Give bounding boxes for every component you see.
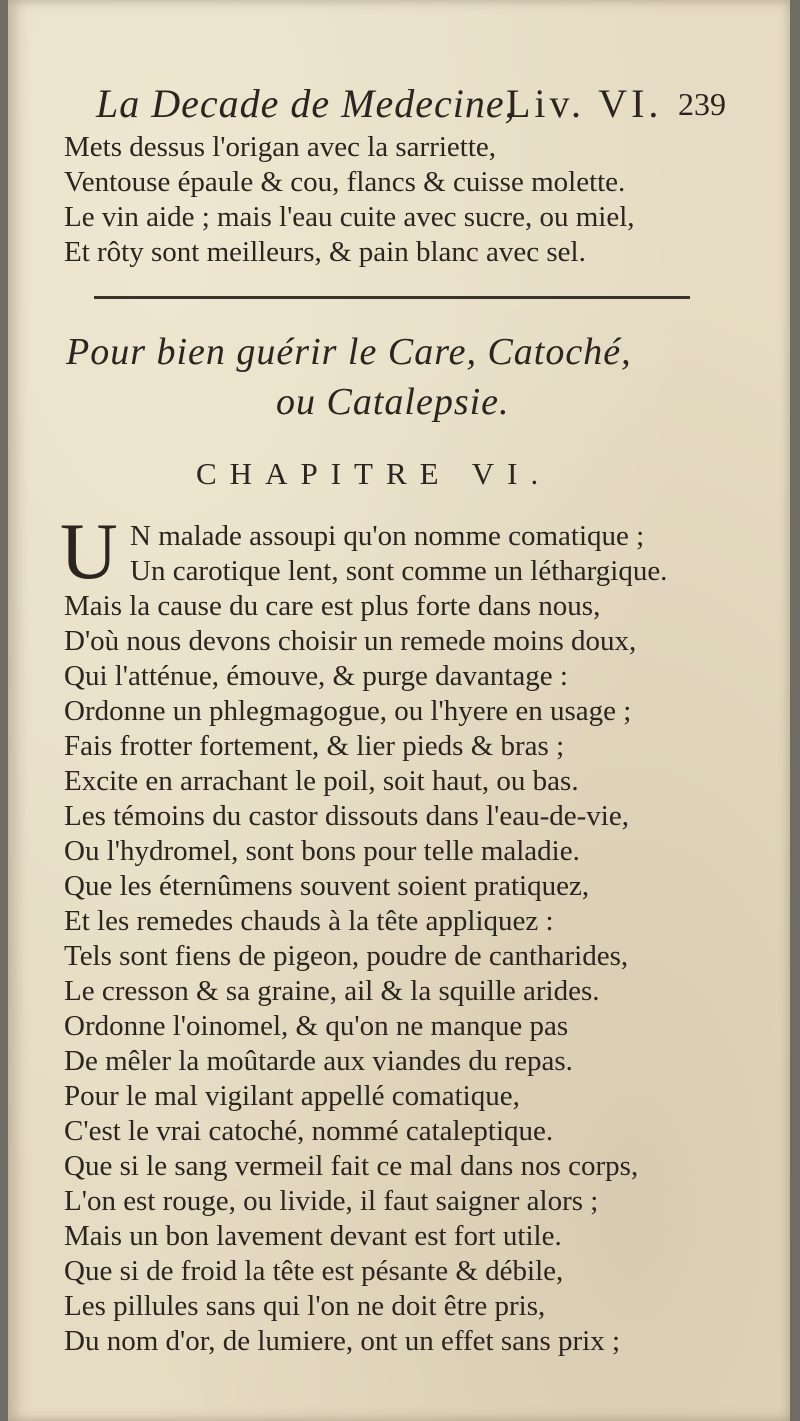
- section-heading-line1: Pour bien guérir le Care, Catoché,: [66, 331, 632, 373]
- section-heading-line2: ou Catalepsie.: [276, 381, 510, 423]
- verse-line: L'on est rouge, ou livide, il faut saigner alors ;: [64, 1185, 599, 1217]
- page-number: 239: [678, 86, 726, 122]
- verse-line: Ou l'hydromel, sont bons pour telle maladie.: [64, 835, 580, 867]
- running-head-title: La Decade de Medecine,: [96, 81, 516, 126]
- drop-cap: U: [60, 508, 118, 596]
- verse-line: D'où nous devons choisir un remede moins doux,: [64, 625, 637, 657]
- verse-line: Tels sont fiens de pigeon, poudre de cantharides,: [64, 940, 629, 972]
- verse-line: Les pillules sans qui l'on ne doit être pris,: [64, 1290, 546, 1322]
- verse-line: Le vin aide ; mais l'eau cuite avec sucre, ou miel,: [64, 201, 635, 233]
- verse-line: Que si de froid la tête est pésante & débile,: [64, 1255, 564, 1287]
- verse-line: Un carotique lent, sont comme un léthargique.: [130, 555, 668, 587]
- verse-line: Mets dessus l'origan avec la sarriette,: [64, 131, 497, 163]
- verse-line: De mêler la moûtarde aux viandes du repas.: [64, 1045, 573, 1077]
- verse-line: Le cresson & sa graine, ail & la squille arides.: [64, 975, 600, 1007]
- verse-line: N malade assoupi qu'on nomme comatique ;: [130, 520, 645, 552]
- verse-line: Les témoins du castor dissouts dans l'eau-de-vie,: [64, 800, 629, 832]
- verse-line: Ordonne l'oinomel, & qu'on ne manque pas: [64, 1010, 569, 1042]
- verse-line: Que si le sang vermeil fait ce mal dans nos corps,: [64, 1150, 639, 1182]
- verse-line: Pour le mal vigilant appellé comatique,: [64, 1080, 520, 1112]
- chapter-heading: CHAPITRE VI.: [196, 456, 552, 491]
- verse-line: Fais frotter fortement, & lier pieds & bras ;: [64, 730, 565, 762]
- verse-main: [64, 519, 667, 1359]
- verse-line: Mais un bon lavement devant est fort utile.: [64, 1220, 562, 1252]
- book-page: [8, 0, 790, 1421]
- verse-line: Ordonne un phlegmagogue, ou l'hyere en usage ;: [64, 695, 632, 727]
- verse-line: Du nom d'or, de lumiere, ont un effet sans prix ;: [64, 1325, 621, 1357]
- verse-line: Excite en arrachant le poil, soit haut, ou bas.: [64, 765, 579, 797]
- section-rule: [94, 296, 690, 299]
- verse-line: Et rôty sont meilleurs, & pain blanc avec sel.: [64, 236, 586, 268]
- verse-line: C'est le vrai catoché, nommé cataleptique.: [64, 1115, 554, 1147]
- verse-top: [64, 130, 635, 270]
- verse-line: Mais la cause du care est plus forte dans nous,: [64, 590, 601, 622]
- verse-line: Et les remedes chauds à la tête appliquez :: [64, 905, 554, 937]
- verse-line: Qui l'atténue, émouve, & purge davantage :: [64, 660, 568, 692]
- verse-line: Ventouse épaule & cou, flancs & cuisse molette.: [64, 166, 626, 198]
- running-head-book: Liv. VI.: [506, 81, 663, 126]
- running-head: [88, 76, 728, 128]
- verse-line: Que les éternûmens souvent soient pratiquez,: [64, 870, 590, 902]
